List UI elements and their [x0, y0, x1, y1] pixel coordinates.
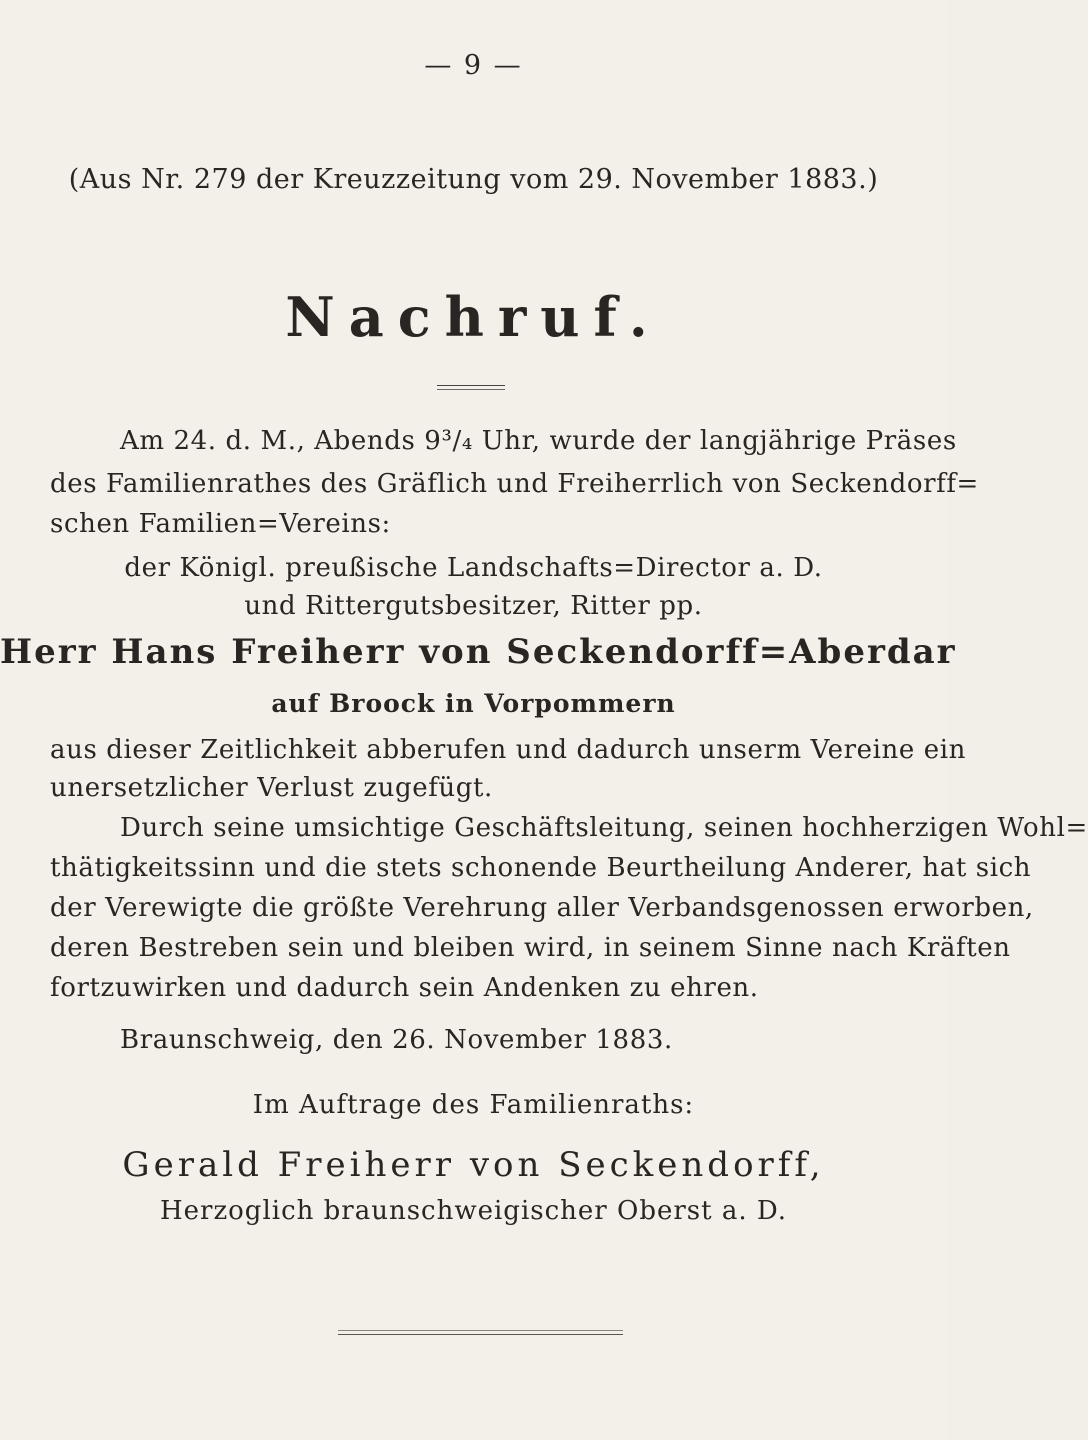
page-number: — 9 — — [424, 50, 523, 81]
deceased-name: Herr Hans Freiherr von Seckendorff=Aberdar — [0, 632, 957, 672]
closing-divider — [338, 1330, 623, 1331]
paragraph3-line4: deren Bestreben sein und bleiben wird, in seinem Sinne nach Kräften — [50, 933, 1011, 963]
titles-line1: der Königl. preußische Landschafts=Director a. D. — [124, 553, 823, 583]
paragraph3-line2: thätigkeitssinn und die stets schonende Beurtheilung Anderer, hat sich — [50, 853, 1032, 883]
paragraph1-line2: des Familienrathes des Gräflich und Freiherrlich von Seckendorff= — [50, 469, 979, 499]
signature-rank: Herzoglich braunschweigischer Oberst a. D. — [159, 1196, 788, 1226]
title-divider — [437, 385, 505, 386]
paragraph3-line1: Durch seine umsichtige Geschäftsleitung, seinen hochherzigen Wohl= — [120, 813, 1088, 843]
source-note: (Aus Nr. 279 der Kreuzzeitung vom 29. November 1883.) — [68, 164, 879, 195]
paragraph2-line2: unersetzlicher Verlust zugefügt. — [50, 773, 493, 803]
signature-commission: Im Auftrage des Familienraths: — [252, 1090, 695, 1120]
paragraph3-line3: der Verewigte die größte Verehrung aller Verbandsgenossen erworben, — [50, 893, 1034, 923]
paragraph3-line5: fortzuwirken und dadurch sein Andenken zu ehren. — [50, 973, 759, 1003]
page-title: Nachruf. — [285, 285, 662, 349]
titles-line2: und Rittergutsbesitzer, Ritter pp. — [244, 591, 703, 621]
paragraph1-line3: schen Familien=Vereins: — [50, 509, 391, 539]
deceased-place: auf Broock in Vorpommern — [271, 689, 676, 718]
paragraph1-line1: Am 24. d. M., Abends 9³/₄ Uhr, wurde der langjährige Präses — [120, 426, 957, 456]
signature-name: Gerald Freiherr von Seckendorff, — [122, 1145, 825, 1185]
dateline: Braunschweig, den 26. November 1883. — [120, 1025, 673, 1055]
paragraph2-line1: aus dieser Zeitlichkeit abberufen und dadurch unserm Vereine ein — [50, 735, 966, 765]
